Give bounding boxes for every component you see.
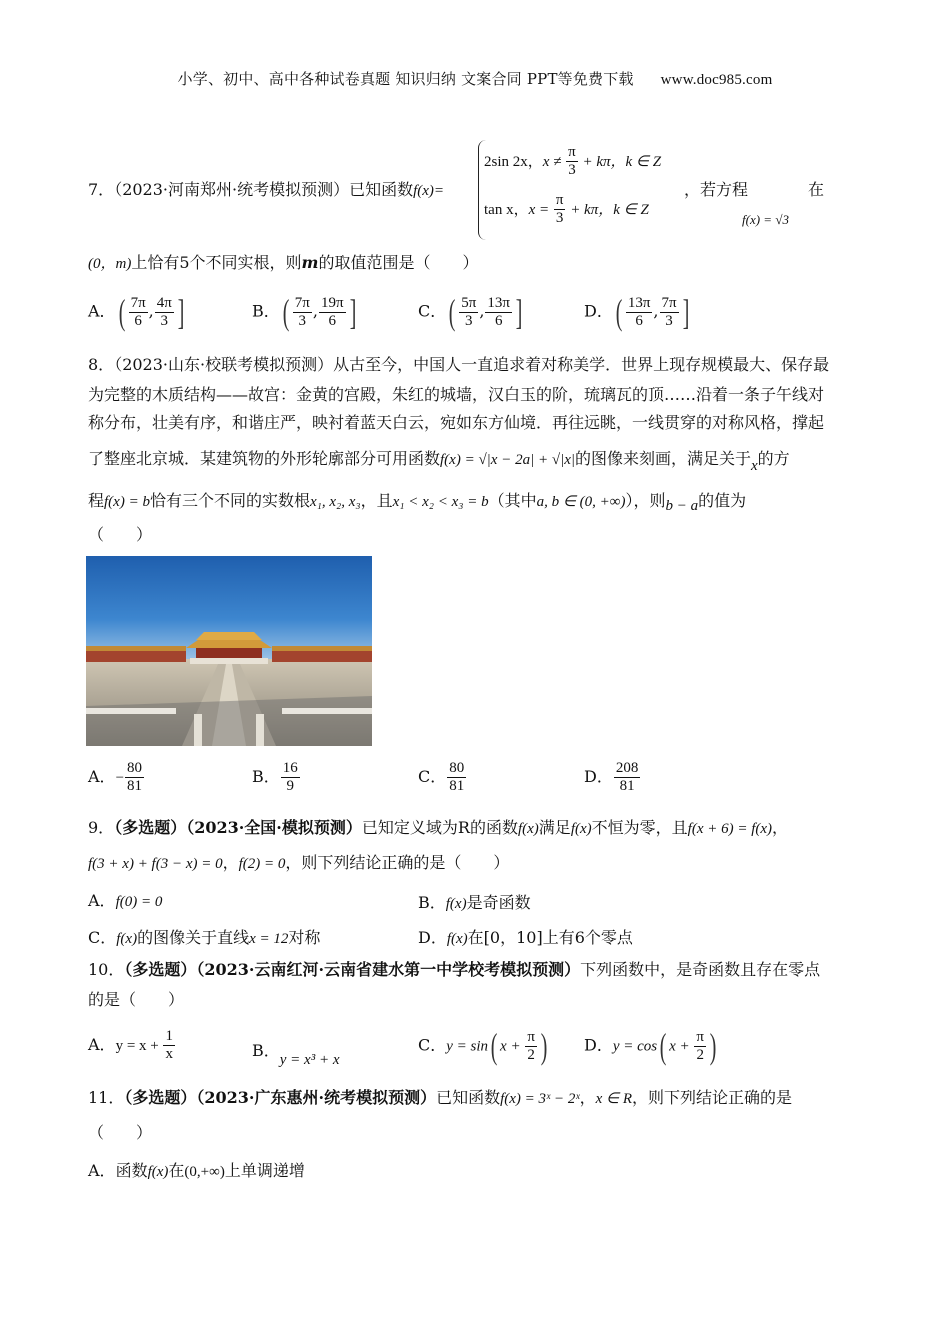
frac-num: 7π <box>661 294 677 311</box>
option-text: 上单调递增 <box>224 1161 305 1180</box>
frac-num: 5π <box>461 294 477 311</box>
q11-text: ，则下列结论正确的是 <box>632 1088 793 1107</box>
q10-line2: 的是（ ） <box>88 990 185 1009</box>
q8-number: 8． <box>88 355 115 374</box>
q11-dom: x ∈ R <box>595 1091 633 1107</box>
q8-text: 程 <box>88 491 105 510</box>
q11-text: 已知函数 <box>436 1088 501 1107</box>
forbidden-city-image <box>86 556 372 746</box>
option-expr: y = x + <box>115 1038 163 1054</box>
header-text: 小学、初中、高中各种试卷真题 知识归纳 文案合同 PPT等免费下载 <box>177 70 634 88</box>
q8-text: （其中 <box>488 491 537 510</box>
frac-den: 9 <box>286 778 295 794</box>
option-label: B． <box>252 301 280 321</box>
q8-text: 了整座北京城．某建筑物的外形轮廓部分可用函数 <box>88 449 441 468</box>
option-fx: f(x) <box>445 896 467 912</box>
option-label: C． <box>88 928 117 947</box>
q10-option-a[interactable] <box>88 1028 176 1063</box>
q8-func: f(x) = √|x − 2a| + √|x| <box>440 452 575 468</box>
q9-fx: f(x) <box>517 821 539 837</box>
q11-source: （2023·广东惠州·统考模拟预测） <box>196 1088 437 1107</box>
q8-text: 的图像来刻画，满足关于 <box>574 449 751 468</box>
q10-option-c[interactable]: C．y = sin( x + $\frac{\pi}{2}$ ) <box>418 1026 548 1066</box>
option-text: 的图像关于直线 <box>137 928 250 947</box>
option-label: A． <box>88 891 116 910</box>
bracket: ( <box>448 292 456 332</box>
q9-text: 满足 <box>538 818 571 837</box>
q11-option-a[interactable] <box>88 1158 305 1181</box>
q7-option-a[interactable]: A．( $\frac{7\pi}{6}$ , $\frac{4\pi}{3}$ ] <box>88 292 185 332</box>
q8-ineq: x₁ < x₂ < x₃ = b <box>392 494 489 510</box>
q8-text: 的值为 <box>698 491 747 510</box>
frac-num: 80 <box>127 760 143 776</box>
q11-tag: （多选题） <box>124 1088 197 1107</box>
frac-num: 80 <box>449 760 465 776</box>
bracket: ] <box>177 292 185 332</box>
frac-den: 3 <box>568 162 576 178</box>
option-text: 函数 <box>115 1161 148 1180</box>
q8-option-c[interactable] <box>418 760 467 795</box>
frac-num: π <box>527 1028 535 1045</box>
q9-text: 的函数 <box>469 818 518 837</box>
q7-case1 <box>484 144 661 179</box>
frac-den: 6 <box>328 312 336 329</box>
frac-num: 4π <box>156 294 172 311</box>
option-text: 在 <box>168 1161 185 1180</box>
option-label: B． <box>252 1041 280 1060</box>
q9-source: （2023·全国·模拟预测） <box>186 818 362 837</box>
q9-option-a[interactable] <box>88 888 162 911</box>
q7-case1-cond: x ≠ <box>542 154 566 170</box>
q7-stem-b: ，若方程 <box>684 180 749 199</box>
q8-option-a[interactable] <box>88 760 145 795</box>
q8-text: ，且 <box>360 491 393 510</box>
q9-cond3: f(2) = 0 <box>238 856 286 872</box>
frac-num: 13π <box>487 294 510 311</box>
bracket: ] <box>682 292 689 332</box>
option-interval: (0,+∞) <box>184 1164 225 1180</box>
option-text: 是奇函数 <box>466 893 531 912</box>
option-label: A． <box>88 1161 116 1180</box>
q7-option-b[interactable]: B．( $\frac{7\pi}{3}$ , $\frac{19\pi}{6}$ ] <box>252 292 356 332</box>
q7-case1-expr: 2sin 2x， <box>484 154 543 170</box>
bracket: ] <box>515 292 523 332</box>
q8-line2: 为完整的木质结构——故宫：金黄的宫殿，朱红的城墙，汉白玉的阶，琉璃瓦的顶……沿着一条子午线对 <box>88 385 825 404</box>
frac-den: 6 <box>635 312 643 329</box>
q9-text: ， <box>222 853 239 872</box>
q7-source: （2023·河南郑州·统考模拟预测） <box>114 180 350 199</box>
q9-option-c[interactable] <box>88 925 320 948</box>
option-expr: x + <box>500 1038 525 1055</box>
bracket: ] <box>349 292 356 332</box>
q10-tag: （多选题） <box>124 960 197 979</box>
q9-number: 9． <box>88 818 115 837</box>
frac-num: 19π <box>320 294 344 311</box>
option-fx: f(x) <box>446 931 468 947</box>
q8-text: ），则 <box>625 491 666 510</box>
frac-num: π <box>568 144 576 160</box>
q8-line4 <box>88 444 790 475</box>
forbidden-city-photo <box>86 556 372 746</box>
bracket: ( <box>615 292 623 332</box>
q10-line1 <box>88 955 820 985</box>
q7-option-c[interactable]: C．( $\frac{5\pi}{3}$ , $\frac{13\pi}{6}$ ] <box>418 292 523 332</box>
q7-case2 <box>484 192 649 227</box>
frac-num: 16 <box>282 760 298 776</box>
option-fx: f(x) <box>116 931 138 947</box>
option-label: D． <box>584 1035 613 1055</box>
option-label: A． <box>88 1035 116 1054</box>
frac-den: 81 <box>449 778 465 794</box>
frac-den: 3 <box>298 312 307 329</box>
option-sign: − <box>115 770 125 786</box>
q10-text: 下列函数中，是奇函数且存在零点 <box>580 960 821 979</box>
q8-eq: f(x) = b <box>104 494 150 510</box>
q8-x: x <box>751 458 758 474</box>
option-line: x = 12 <box>249 931 289 947</box>
q8-paren: （ ） <box>88 525 153 544</box>
q9-text: ， <box>772 818 789 837</box>
q9-period: f(x + 6) = f(x) <box>687 821 773 837</box>
q10-source: （2023·云南红河·云南省建水第一中学校考模拟预测） <box>196 960 581 979</box>
q9-option-d[interactable] <box>418 925 633 948</box>
option-fx: f(x) <box>147 1164 169 1180</box>
option-text: 对称 <box>288 928 321 947</box>
bracket: ( <box>118 292 125 332</box>
q8-option-d[interactable] <box>584 760 641 795</box>
header-url[interactable]: www.doc985.com <box>660 72 773 88</box>
q8-line3: 称分布，壮美有序，和谐庄严，映衬着蓝天白云，宛如东方仙境．再往远眺，一线贯穿的对称风格，撑起 <box>88 413 825 432</box>
q7-m: m <box>301 253 319 272</box>
q8-source: （2023·山东·校联考模拟预测） <box>114 355 334 374</box>
q7-stem-d: 上恰有5个不同实根，则 <box>131 253 302 272</box>
option-label: B． <box>418 893 446 912</box>
frac-den: 2 <box>696 1046 704 1063</box>
q9-text: 不恒为零，且 <box>591 818 688 837</box>
q7-case2-expr: tan x， <box>484 202 529 218</box>
q8-bma: b − a <box>665 498 699 514</box>
option-label: B． <box>252 767 280 786</box>
option-expr: y = sin <box>446 1038 489 1055</box>
q11-number: 11． <box>88 1088 125 1107</box>
q9-fx: f(x) <box>570 821 592 837</box>
q9-option-b[interactable] <box>418 890 531 913</box>
page-header <box>0 68 950 89</box>
q8-text: 从古至今，中国人一直追求着对称美学．世界上现存规模最大、保存最 <box>333 355 830 374</box>
frac-den: 81 <box>619 778 635 794</box>
q7-case2-cond-b: + kπ，k ∈ Z <box>566 202 649 218</box>
frac-num: π <box>555 192 564 208</box>
option-expr: y = cos <box>612 1038 658 1055</box>
frac-den: x <box>165 1046 173 1062</box>
q11-text: ， <box>579 1088 596 1107</box>
frac-den: 3 <box>160 312 169 329</box>
option-label: A． <box>88 301 116 321</box>
frac-den: 3 <box>555 210 564 226</box>
q11-func: f(x) = 3ˣ − 2ˣ <box>500 1091 580 1107</box>
q9-line2 <box>88 848 509 879</box>
q8-text: 的方 <box>757 449 790 468</box>
option-label: D． <box>418 928 447 947</box>
option-expr: f(0) = 0 <box>115 894 163 910</box>
frac-den: 6 <box>494 312 503 329</box>
q7-case1-cond-b: + kπ，k ∈ Z <box>578 154 662 170</box>
q7-stem-c: 在 <box>808 180 825 199</box>
q7-equation: f(x) = √3 <box>742 212 789 227</box>
q7-line1 <box>88 175 444 206</box>
q7-stem-e: 的取值范围是（ ） <box>318 253 479 272</box>
q11-line1 <box>88 1083 792 1114</box>
q8-option-b[interactable] <box>252 760 301 795</box>
frac-den: 3 <box>665 312 673 329</box>
q8-line1 <box>88 350 829 380</box>
option-label: D． <box>584 767 613 786</box>
q10-option-d[interactable]: D．y = cos( x + $\frac{\pi}{2}$ ) <box>584 1026 717 1066</box>
q8-roots: x₁, x₂, x₃ <box>309 494 361 510</box>
q9-R: R <box>457 818 470 837</box>
frac-den: 81 <box>127 778 143 794</box>
q7-interval: (0，m) <box>88 256 132 272</box>
option-label: A． <box>88 767 116 786</box>
q8-line5 <box>88 486 746 517</box>
option-label: C． <box>418 1035 447 1055</box>
q10-option-b[interactable] <box>252 1038 340 1068</box>
option-label: C． <box>418 301 447 321</box>
q9-text: ，则下列结论正确的是（ ） <box>285 853 510 872</box>
option-label: C． <box>418 767 447 786</box>
q9-text: 已知定义域为 <box>361 818 458 837</box>
frac-num: 13π <box>627 294 651 311</box>
q7-line2 <box>88 248 478 279</box>
option-text: 在[0，10]上有6个零点 <box>467 928 633 947</box>
q7-number: 7． <box>88 180 115 199</box>
frac-den: 2 <box>527 1046 535 1063</box>
frac-num: π <box>696 1028 704 1045</box>
q7-case2-cond: x = <box>528 202 553 218</box>
q9-tag: （多选题） <box>114 818 187 837</box>
frac-num: 1 <box>165 1028 173 1044</box>
q8-ab: a, b ∈ (0, +∞) <box>536 494 626 510</box>
q7-stem: 已知函数 <box>349 180 414 199</box>
frac-den: 6 <box>134 312 142 329</box>
frac-num: 7π <box>130 294 146 311</box>
option-expr: y = x³ + x <box>279 1052 340 1068</box>
q10-number: 10． <box>88 960 125 979</box>
q8-text: 恰有三个不同的实数根 <box>149 491 310 510</box>
q9-line1 <box>88 813 788 844</box>
bracket: ( <box>282 292 290 332</box>
frac-num: 208 <box>615 760 639 776</box>
option-label: D． <box>584 301 613 321</box>
q7-option-d[interactable]: D．( $\frac{13\pi}{6}$ , $\frac{7\pi}{3}$ ] <box>584 292 689 332</box>
q11-paren: （ ） <box>88 1123 153 1142</box>
frac-num: 7π <box>294 294 310 311</box>
q9-cond2: f(3 + x) + f(3 − x) = 0 <box>88 856 223 872</box>
q7-func: f(x)= <box>413 183 445 199</box>
frac-den: 3 <box>465 312 473 329</box>
option-expr: x + <box>669 1038 694 1055</box>
